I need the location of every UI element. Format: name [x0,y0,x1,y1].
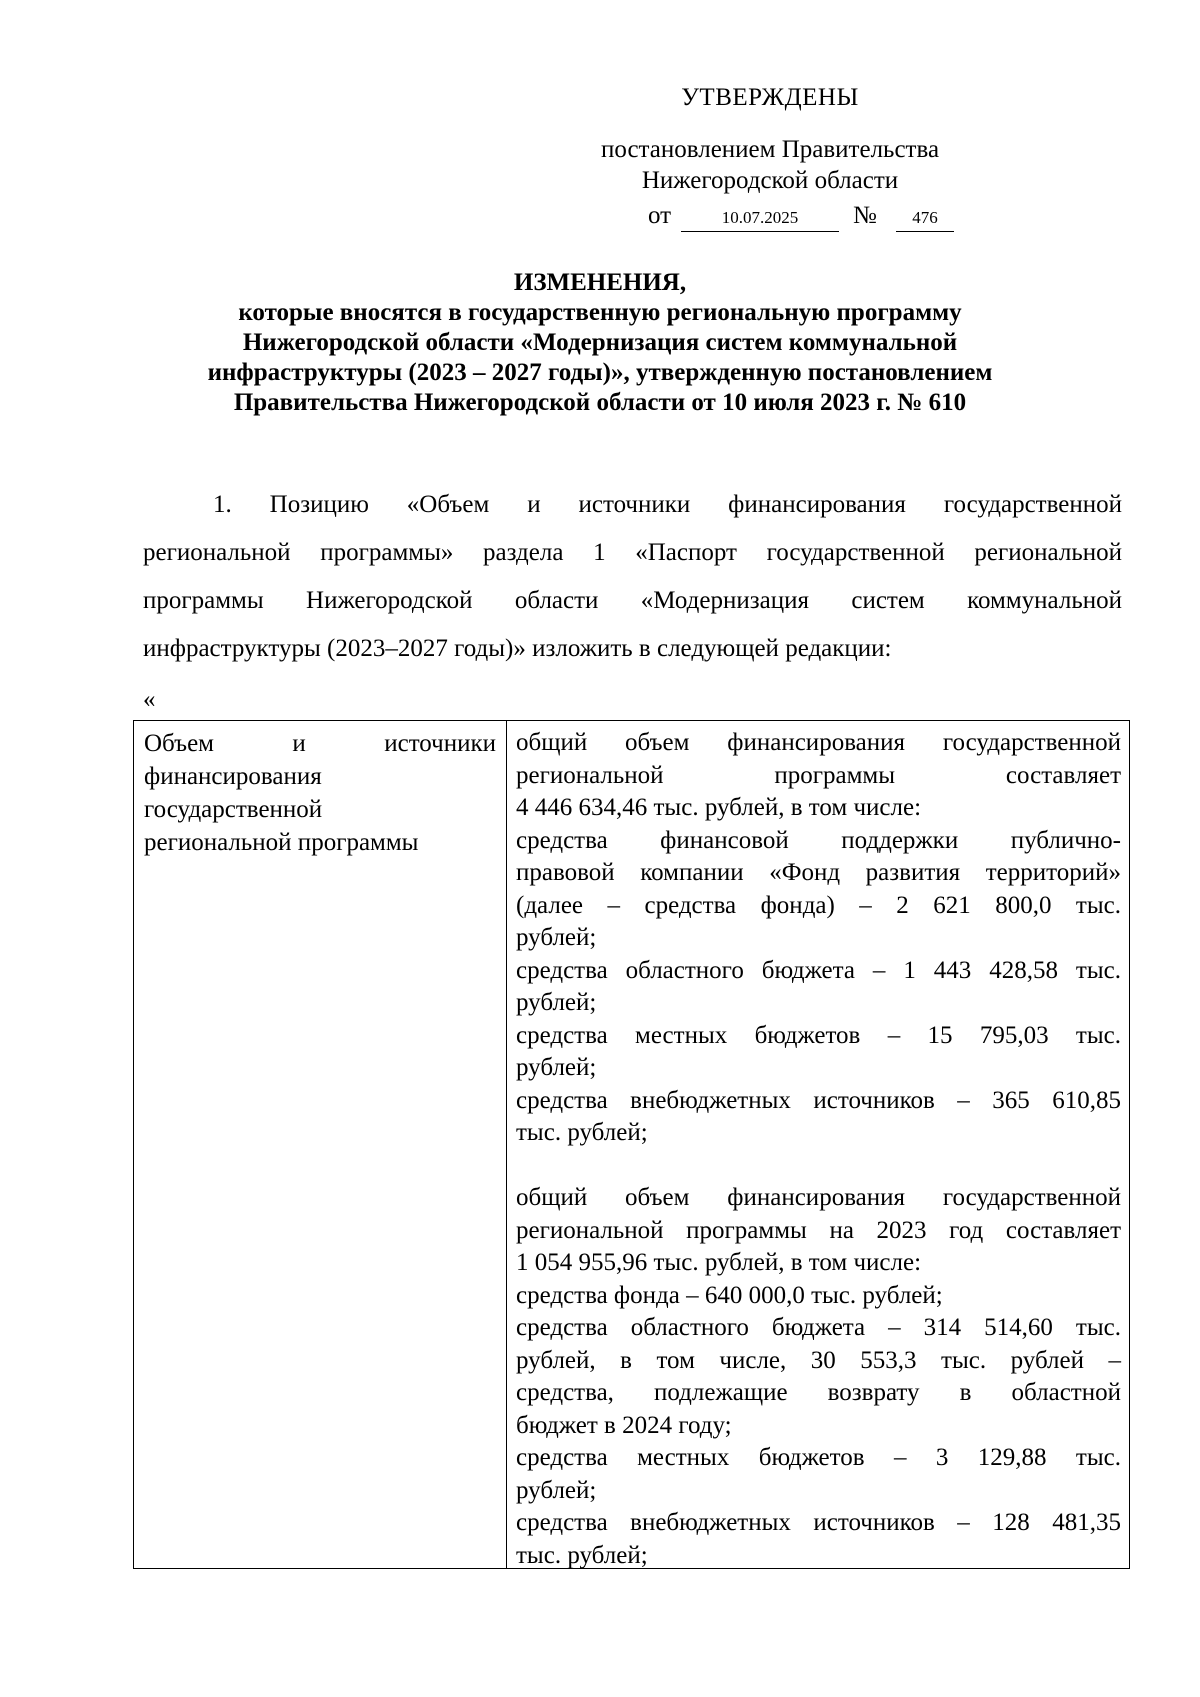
value-line: региональной программы на 2023 год составляет [516,1216,1121,1244]
value-line: средства местных бюджетов – 3 129,88 тыс. [516,1444,1121,1471]
date-number-row [648,202,948,234]
value-line: рублей; [516,1054,597,1081]
column-divider [506,721,507,1568]
decree-date: 10.07.2025 [681,207,839,232]
title-line-1: ИЗМЕНЕНИЯ, [513,269,687,296]
value-line: правовой компании «Фонд развития территорий» [516,859,1121,886]
number-sign: № [853,202,877,229]
title-line-4: инфраструктуры (2023 – 2027 годы)», утвержденную постановлением [207,359,993,386]
value-line: рублей; [516,1476,597,1504]
blank-line [516,1150,1121,1183]
value-line: (далее – средства фонда) – 2 621 800,0 тыс. [516,891,1121,919]
label-line: финансирования [144,763,322,790]
document-title [130,268,1070,418]
value-line: рублей; [516,989,597,1016]
value-line: тыс. рублей; [516,1541,648,1569]
financing-table [133,720,1130,1569]
approved-heading: УТВЕРЖДЕНЫ [681,84,859,111]
value-line: средства финансовой поддержки публично- [516,826,1121,854]
approval-line-2: Нижегородской области [641,167,899,194]
label-line: региональной программы [144,829,419,856]
value-line: 4 446 634,46 тыс. рублей, в том числе: [516,794,922,821]
value-line: общий объем финансирования государственной [516,1184,1121,1211]
paragraph-line: региональной программы» раздела 1 «Паспорт государственной региональной [143,539,1122,566]
value-line: средства внебюджетных источников – 128 481,35 [516,1509,1121,1536]
value-line: 1 054 955,96 тыс. рублей, в том числе: [516,1249,922,1276]
decree-number: 476 [896,207,954,232]
value-line: средства местных бюджетов – 15 795,03 тыс. [516,1021,1121,1049]
label-line: государственной [144,796,323,823]
value-line: рублей; [516,924,597,951]
title-line-3: Нижегородской области «Модернизация систем коммунальной [242,329,958,356]
table-value-cell [516,727,1121,1572]
value-line: средства внебюджетных источников – 365 610,85 [516,1086,1121,1114]
value-line: бюджет в 2024 году; [516,1411,732,1439]
paragraph-line: программы Нижегородской области «Модернизация систем коммунальной [143,587,1122,614]
title-line-5: Правительства Нижегородской области от 10 июля 2023 г. № 610 [233,389,967,416]
amendment-paragraph [143,481,1122,673]
approval-line-1: постановлением Правительства [600,136,940,163]
value-line: средства областного бюджета – 1 443 428,58 тыс. [516,956,1121,984]
value-line: общий объем финансирования государственной [516,729,1121,756]
value-line: средства, подлежащие возврату в областной [516,1379,1121,1406]
paragraph-line: 1. Позицию «Объем и источники финансирования государственной [213,491,1122,518]
paragraph-line: инфраструктуры (2023–2027 годы)» изложить в следующей редакции: [143,635,892,662]
value-line: средства областного бюджета – 314 514,60 тыс. [516,1314,1121,1341]
value-line: тыс. рублей; [516,1119,648,1146]
table-label-cell [144,727,496,859]
value-line: рублей, в том числе, 30 553,3 тыс. рублей – [516,1346,1121,1374]
opening-quote: « [143,686,156,713]
title-line-2: которые вносятся в государственную региональную программу [238,299,962,326]
date-prefix: от [648,202,672,229]
label-line: Объем и источники [144,730,496,757]
value-line: региональной программы составляет [516,761,1121,789]
value-line: средства фонда – 640 000,0 тыс. рублей; [516,1281,943,1309]
